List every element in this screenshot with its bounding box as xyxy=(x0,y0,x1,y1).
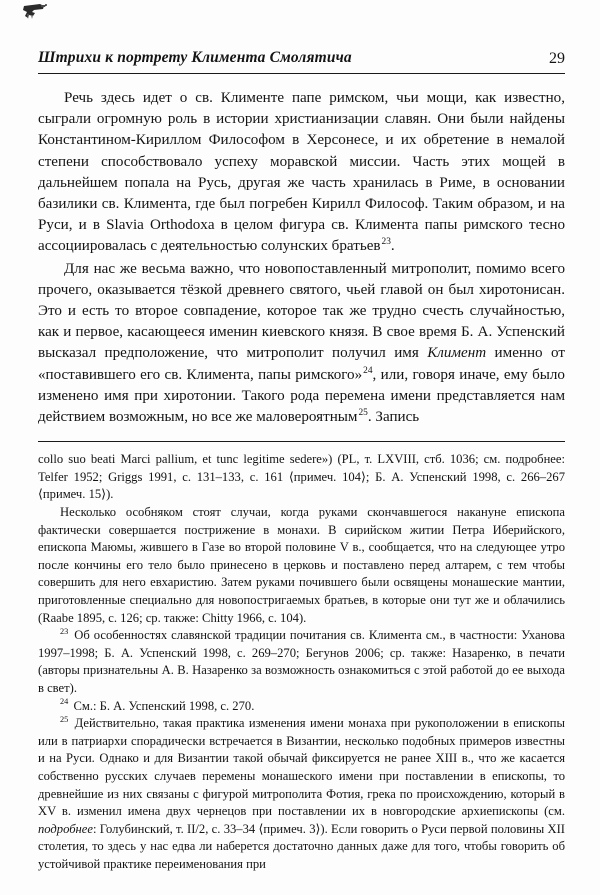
footnote-separator-rule xyxy=(38,441,565,442)
footnote-25-text-2: : Голубинский, т. II/2, с. 33–34 ⟨примеч. 3⟩). Если говорить о Руси первой половины XII столетия, то здесь у нас едва ли наберется достаточно данных даже для того, чтобы говорить об устойчивой практике переименования при xyxy=(38,821,565,871)
paragraph-2-part-3: , или, говоря иначе, ему было изменено имя при хиротонии. Такого рода перемена имени представляется нам действием возможным, но все же маловероятным xyxy=(38,366,565,426)
footnote-24 xyxy=(38,698,565,716)
footnote-marker-24: 24 xyxy=(363,365,373,376)
footnote-23-text: Об особенностях славянской традиции почитания св. Климента см., в частности: Уханова 1997–1998; Б. А. Успенский 1998, с. 269–270; Бегунов 2006; ср. также: Назаренко, в печати (авторы признательны А. В. Назаренко за возможность ознакомиться с этой работой до ее выхода в свет). xyxy=(38,628,565,695)
footnote-continuation xyxy=(38,451,565,504)
footnote-25-italic: подробнее xyxy=(38,821,93,836)
page-content xyxy=(38,0,565,874)
footnote-continuation-2 xyxy=(38,504,565,627)
footnote-25-number: 25 xyxy=(60,714,69,724)
footnote-23-number: 23 xyxy=(60,627,69,636)
paragraph-2-part-2: именно от «поставившего его св. Климента, папы римского» xyxy=(38,345,565,383)
footnote-continuation-2-text: Несколько особняком стоят случаи, когда руками скончавшегося накануне епископа фактически совершается пострижение в монахи. В сирийском житии Петра Иберийского, епископа Маюмы, жившего в Газе во второй половине V в., сообщается, что на следующее утро после кончины его тело было принесено в церковь и поставлено перед алтарем, с тем чтобы совершить для него евхаристию. Затем руками почившего были освящены монашеские мантии, приготовленные специально для новопостригаемых братьев, в которые они тут же и облачились (Raabe 1895, с. 126; ср. также: Chitty 1966, с. 104). xyxy=(38,505,565,625)
paragraph-2-part-1: Для нас же весьма важно, что новопоставленный митрополит, помимо всего прочего, оказывается тёзкой древнего святого, чьей главой он был хиротонисан. Это и есть то второе совпадение, которое так же трудно счесть случайностью, как и первое, касающееся именин киевского князя. В свое время Б. А. Успенский высказал предположение, что митрополит получил имя xyxy=(38,260,565,362)
footnote-continuation-text: collo suo beati Marci pallium, et tunc legitime sedere») (PL, т. LXVIII, стб. 1036; см. подробнее: Telfer 1952; Griggs 1991, с. 131–133, с. 161 ⟨примеч. 104⟩; Б. А. Успенский 1998, с. 266–267 ⟨примеч. 15⟩). xyxy=(38,452,565,502)
running-header-title: Штрихи к портрету Климента Смолятича xyxy=(38,49,352,66)
paragraph-2-part-4: . Запись xyxy=(367,409,420,426)
footnote-marker-25: 25 xyxy=(358,408,368,419)
footnote-24-number: 24 xyxy=(60,697,69,707)
body-text xyxy=(38,88,565,428)
footnote-25 xyxy=(38,715,565,873)
footnotes-section xyxy=(38,451,565,873)
running-header xyxy=(38,40,565,74)
footnote-23 xyxy=(38,627,565,697)
paragraph-2 xyxy=(38,259,565,429)
header-rule xyxy=(38,73,565,74)
paragraph-1-text: Речь здесь идет о св. Клименте папе римском, чьи мощи, как известно, сыграли огромную роль в истории христианизации славян. Они были найдены Константином-Кириллом Философом в Херсонесе, и их обретение в немалой степени способствовало успеху моравской миссии. Часть этих мощей в дальнейшем попала на Русь, другая же часть хранилась в Риме, в основании базилики св. Климента, где был погребен Кирилл Философ. Таким образом, и на Руси, и в Slavia Orthodoxa в целом фигура св. Климента папы римского тесно ассоциировалась с деятельностью солунских братьев xyxy=(38,90,565,255)
page-number: 29 xyxy=(549,50,565,67)
paragraph-2-italic-kliment: Климент xyxy=(427,345,487,362)
footnote-25-text-1: Действительно, такая практика изменения имени монаха при рукоположении в епископы или в патриархи спорадически встречается в Византии, несколько подобных примеров известны и на Руси. Однако и для Византии такой обычай фиксируется не ранее XIII в., что же касается собственно русских случаев перемены монашеского имени при поставлении в епископы, то древнейшие из них связаны с фигурой митрополита Фотия, грека по происхождению, который в XV в. изменил имена двух чернецов при поставлении их в новгородские архиепископы (см. xyxy=(38,716,565,819)
paragraph-1 xyxy=(38,88,565,258)
footnote-marker-23: 23 xyxy=(381,237,391,248)
footnote-24-text: См.: Б. А. Успенский 1998, с. 270. xyxy=(70,698,255,713)
paragraph-1-tail: . xyxy=(390,238,395,255)
